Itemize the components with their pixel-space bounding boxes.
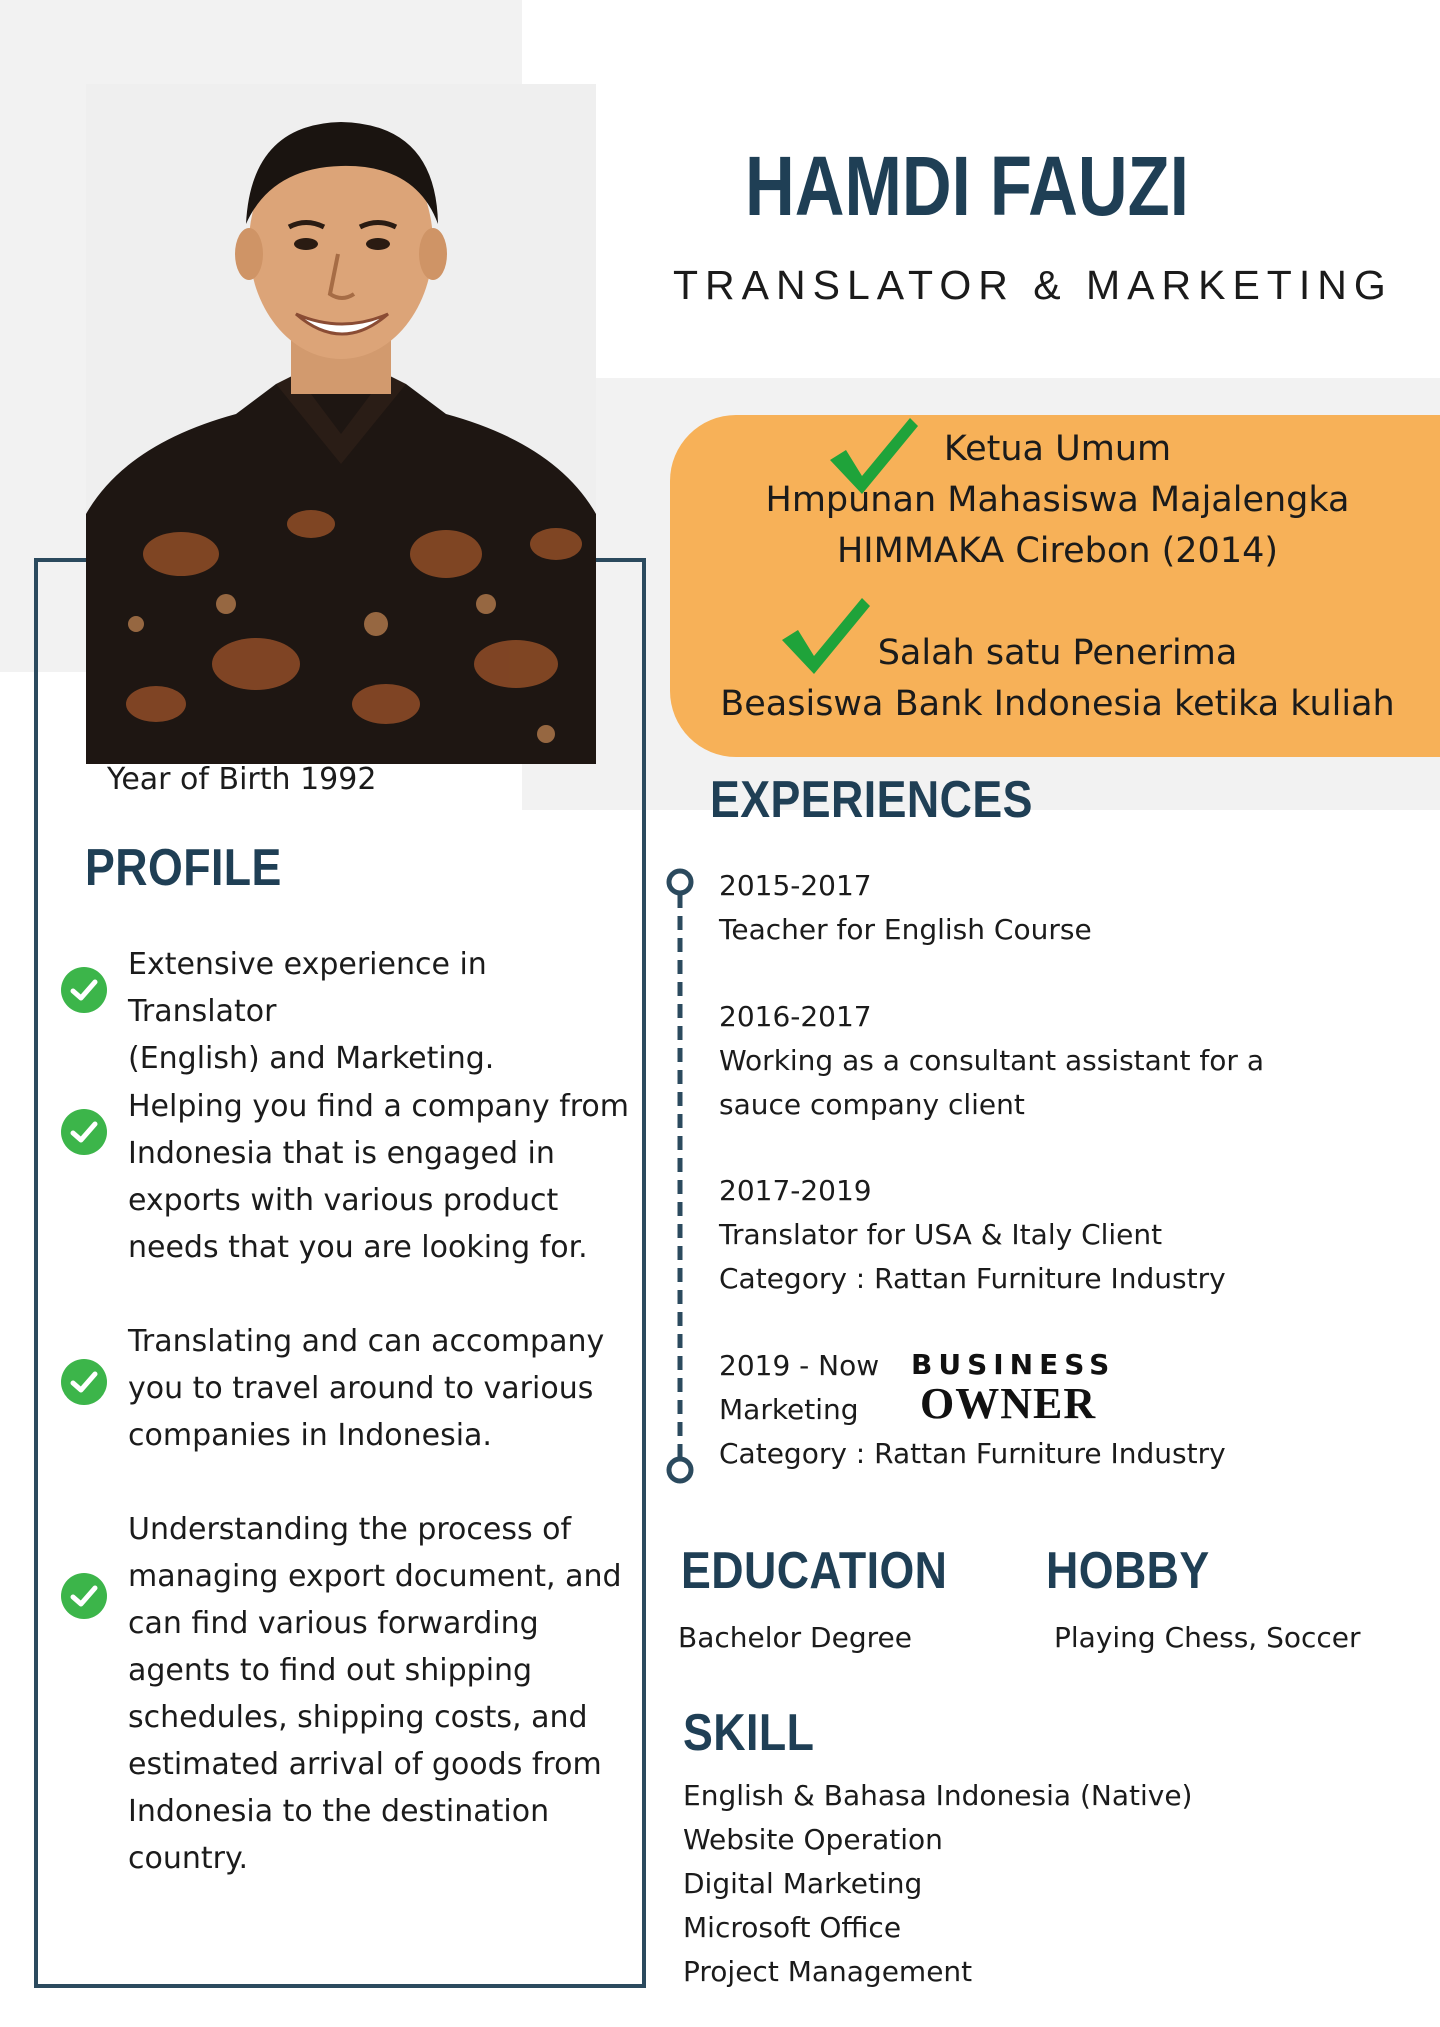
skill-item: Digital Marketing (683, 1867, 923, 1900)
skill-item: Project Management (683, 1955, 973, 1988)
profile-line: exports with various product (128, 1183, 559, 1218)
profile-item (128, 941, 638, 1082)
profile-line: schedules, shipping costs, and (128, 1700, 588, 1735)
job-title: TRANSLATOR & MARKETING (673, 262, 1393, 308)
experience-period: 2016-2017 (719, 1000, 872, 1033)
experiences-heading: EXPERIENCES (710, 771, 1033, 829)
profile-line: agents to find out shipping (128, 1653, 533, 1688)
profile-item (128, 1083, 638, 1271)
education-value: Bachelor Degree (678, 1621, 912, 1654)
person-name: HAMDI FAUZI (745, 139, 1189, 233)
profile-line: managing export document, and (128, 1559, 622, 1594)
profile-line: you to travel around to various (128, 1371, 594, 1406)
experience-entry (719, 864, 1092, 952)
experience-entry (719, 995, 1264, 1127)
education-heading: EDUCATION (681, 1542, 948, 1600)
profile-line: Extensive experience in Translator (128, 947, 487, 1029)
skill-item: Microsoft Office (683, 1911, 902, 1944)
timeline (664, 866, 696, 1486)
profile-line: Indonesia to the destination (128, 1794, 550, 1829)
profile-line: Indonesia that is engaged in (128, 1136, 555, 1171)
achievement-item (700, 424, 1415, 577)
profile-line: estimated arrival of goods from (128, 1747, 602, 1782)
experience-period: 2017-2019 (719, 1174, 872, 1207)
achievement-item (700, 628, 1415, 730)
experience-line: Marketing (719, 1393, 859, 1426)
profile-line: companies in Indonesia. (128, 1418, 492, 1453)
skill-item: Website Operation (683, 1823, 943, 1856)
profile-item (128, 1506, 638, 1882)
profile-line: needs that you are looking for. (128, 1230, 588, 1265)
profile-photo (86, 84, 596, 764)
achievement-line: Beasiswa Bank Indonesia ketika kuliah (720, 684, 1395, 724)
skill-heading: SKILL (683, 1704, 815, 1762)
check-circle-icon (61, 1109, 107, 1155)
check-circle-icon (61, 1359, 107, 1405)
experience-line: Category : Rattan Furniture Industry (719, 1262, 1226, 1295)
experience-line: Teacher for English Course (719, 913, 1092, 946)
profile-line: country. (128, 1841, 248, 1876)
profile-line: Helping you find a company from (128, 1089, 630, 1124)
experience-line: Translator for USA & Italy Client (719, 1218, 1163, 1251)
profile-line: Translating and can accompany (128, 1324, 605, 1359)
achievement-line: Hmpunan Mahasiswa Majalengka (765, 480, 1350, 520)
experience-entry (719, 1169, 1226, 1301)
check-circle-icon (61, 967, 107, 1013)
hobby-heading: HOBBY (1046, 1542, 1210, 1600)
achievement-line: HIMMAKA Cirebon (2014) (836, 531, 1279, 571)
achievement-line: Ketua Umum (943, 429, 1172, 469)
achievement-line: Salah satu Penerima (877, 633, 1238, 673)
profile-line: Understanding the process of (128, 1512, 572, 1547)
photo-caption: Year of Birth 1992 (107, 762, 377, 797)
badge-business: BUSINESS (911, 1348, 1116, 1381)
profile-item (128, 1318, 638, 1459)
experience-line: Working as a consultant assistant for a (719, 1044, 1264, 1077)
profile-line: (English) and Marketing. (128, 1041, 495, 1076)
skill-list (683, 1774, 1192, 1994)
profile-line: can find various forwarding (128, 1606, 539, 1641)
experience-period: 2015-2017 (719, 869, 872, 902)
badge-owner: OWNER (920, 1379, 1097, 1428)
experience-period: 2019 - Now (719, 1349, 880, 1382)
experience-line: Category : Rattan Furniture Industry (719, 1437, 1226, 1470)
experience-line: sauce company client (719, 1088, 1025, 1121)
skill-item: English & Bahasa Indonesia (Native) (683, 1779, 1193, 1812)
hobby-value: Playing Chess, Soccer (1054, 1621, 1361, 1654)
profile-heading: PROFILE (85, 839, 282, 897)
check-circle-icon (61, 1573, 107, 1619)
